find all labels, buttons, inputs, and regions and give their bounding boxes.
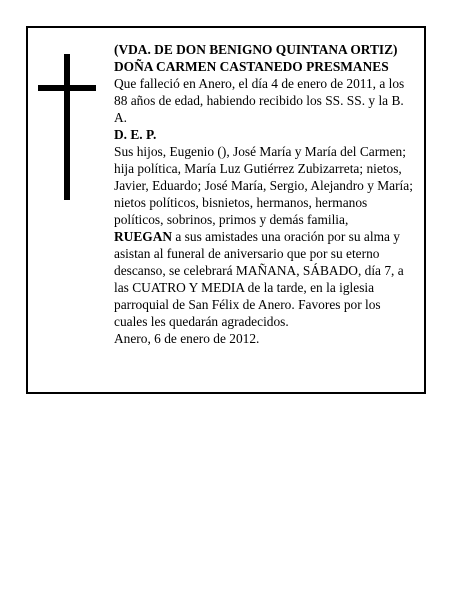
place-date: Anero, 6 de enero de 2012. [114, 331, 260, 346]
deceased-name: DOÑA CARMEN CASTANEDO PRESMANES [114, 59, 389, 74]
cross-vertical-bar [64, 54, 70, 200]
death-info: Que falleció en Anero, el día 4 de enero de 2011, a los 88 años de edad, habiendo recibido los SS. SS. y la B. A. [114, 76, 405, 125]
request-text: a sus amistades una oración por su alma y asistan al funeral de aniversario que por su eterno descanso, se celebrará MAÑANA, SÁBADO, día 7, a las CUATRO Y MEDIA de la tarde, en la iglesia parroquial de San Félix de Anero. Favores por los cuales les quedarán agradecidos. [114, 229, 404, 329]
obituary-text [114, 41, 414, 347]
latin-cross-icon [38, 54, 96, 200]
rest-in-peace: D. E. P. [114, 127, 157, 142]
obituary-notice [26, 26, 426, 394]
widow-line: (VDA. DE DON BENIGNO QUINTANA ORTIZ) [114, 42, 398, 57]
request-word: RUEGAN [114, 229, 173, 244]
request-paragraph [114, 228, 414, 330]
cross-horizontal-bar [38, 85, 96, 91]
family-list: Sus hijos, Eugenio (), José María y María del Carmen; hija política, María Luz Gutiérrez Zubizarreta; nietos, Javier, Eduardo; José María, Sergio, Alejandro y María; nietos políticos, bisnietos, hermanos, hermanos políticos, sobrinos, primos y demás familia, [114, 144, 413, 227]
